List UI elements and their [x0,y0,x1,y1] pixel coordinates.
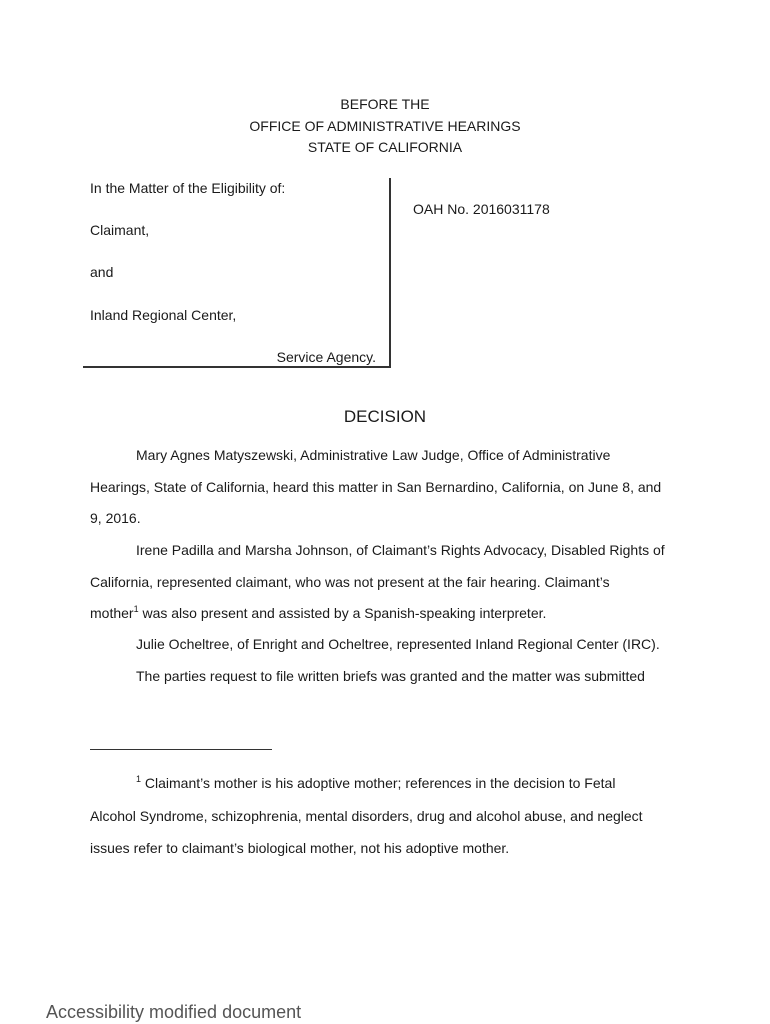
footnote-line-1-text: Claimant’s mother is his adoptive mother; references in the decision to Fetal [141,775,616,791]
footnote-marker: 1 [136,774,142,784]
paragraph-4: The parties request to file written briefs was granted and the matter was submitted [136,668,645,684]
caption-and: and [90,264,114,280]
document-header [0,94,770,159]
decision-title: DECISION [343,407,427,426]
paragraph-2-line-2: California, represented claimant, who was not present at the fair hearing. Claimant’s [90,574,610,590]
paragraph-2-line-1: Irene Padilla and Marsha Johnson, of Claimant’s Rights Advocacy, Disabled Rights of [136,542,665,558]
paragraph-2-line-3-end: was also present and assisted by a Spanish-speaking interpreter. [138,605,547,621]
header-line-office: OFFICE OF ADMINISTRATIVE HEARINGS [249,117,521,134]
footnote-line-2: Alcohol Syndrome, schizophrenia, mental disorders, drug and alcohol abuse, and neglect [90,808,643,824]
paragraph-1-line-1: Mary Agnes Matyszewski, Administrative Law Judge, Office of Administrative [136,447,611,463]
footnote-separator [90,749,272,750]
header-line-state: STATE OF CALIFORNIA [307,139,463,155]
caption-vertical-rule [389,178,391,368]
paragraph-2-line-3 [90,605,546,621]
oah-case-number: OAH No. 2016031178 [413,201,550,217]
caption-horizontal-rule [83,366,391,368]
caption-agency-role: Service Agency. [276,349,376,365]
footnote-reference-marker: 1 [133,604,139,614]
paragraph-2-line-3-start: mother [90,605,134,621]
caption-matter: In the Matter of the Eligibility of: [90,180,286,196]
paragraph-3: Julie Ocheltree, of Enright and Ocheltree, represented Inland Regional Center (IRC). [136,636,660,652]
paragraph-1-line-3: 9, 2016. [90,510,141,526]
accessibility-label: Accessibility modified document [46,1002,302,1022]
header-line-before: BEFORE THE [340,96,430,112]
footnote-line-1 [136,775,615,791]
caption-claimant: Claimant, [90,222,150,238]
paragraph-1-line-2: Hearings, State of California, heard this matter in San Bernardino, California, on June 8, and [90,479,662,495]
caption-agency-name: Inland Regional Center, [90,307,237,323]
footnote-line-3: issues refer to claimant’s biological mother, not his adoptive mother. [90,840,510,856]
